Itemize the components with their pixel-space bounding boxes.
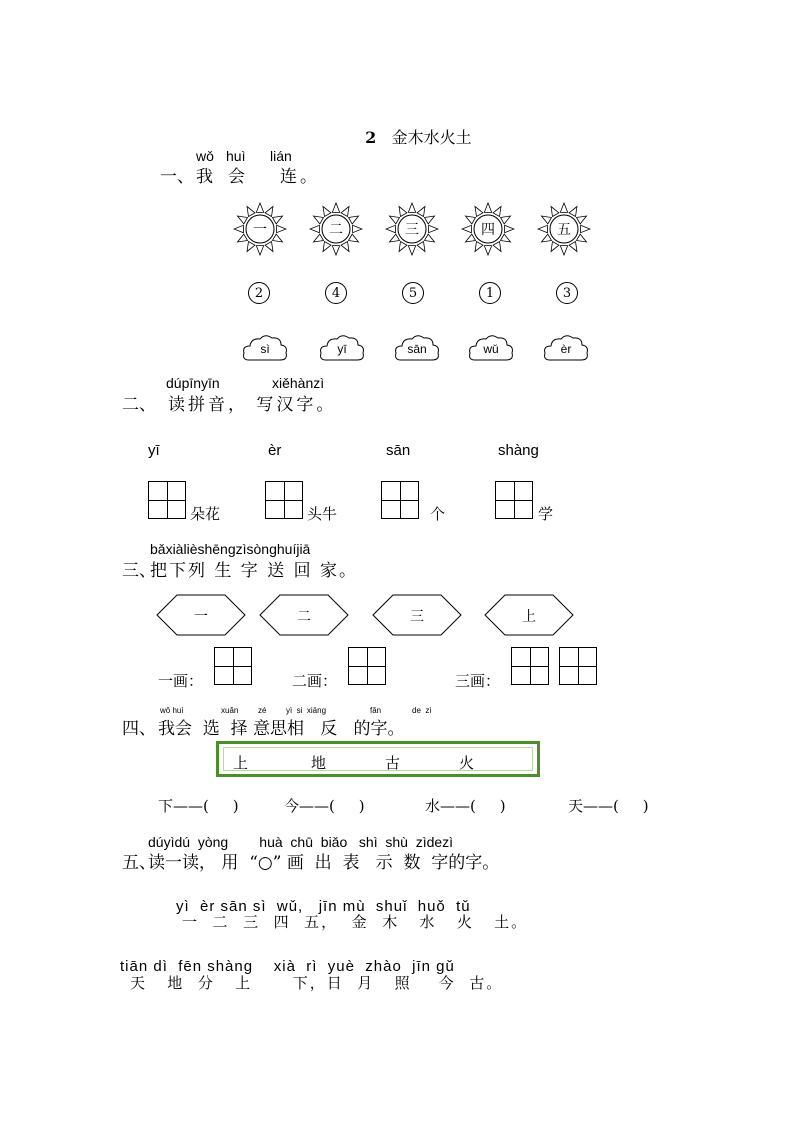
writing-grid[interactable]	[214, 647, 252, 685]
sun-label: 三	[405, 222, 419, 238]
cloud-shape	[393, 332, 441, 366]
hexagon-shape	[156, 594, 242, 636]
s3-pinyin: bǎxiàlièshēngzìsònghuíjiā	[150, 541, 311, 557]
s4-instruction: 我会 选 择 意思相 反 的字。	[158, 719, 405, 739]
s2-item-word: 个	[430, 505, 446, 523]
s4-pinyin-5: fǎn	[370, 706, 382, 715]
s1-char-3: 连	[280, 167, 297, 187]
lesson-number: 2	[365, 128, 377, 147]
s1-number: 一、	[160, 167, 194, 187]
cloud-shape	[467, 332, 515, 366]
sun-shape	[385, 202, 439, 256]
hexagon-label: 二	[297, 609, 311, 625]
reading-line-1-pinyin: yì èr sān sì wǔ, jīn mù shuǐ huǒ tǔ	[176, 898, 471, 915]
hexagon-shape	[259, 594, 345, 636]
s3-instruction: 把下列 生 字 送 回 家。	[150, 561, 359, 581]
writing-grid[interactable]	[559, 647, 597, 685]
s2-number: 二、	[122, 395, 156, 415]
s1-pinyin-2: huì	[226, 148, 246, 164]
writing-grid[interactable]	[495, 481, 533, 519]
s2-instruction: 读拼音， 写汉字。	[168, 395, 337, 415]
s1-end: 。	[300, 167, 317, 187]
cloud-pinyin: sì	[260, 342, 270, 356]
reading-line-1-chars: 一 二 三 四 五， 金 木 水 火 土。	[182, 913, 529, 931]
s2-item-pinyin: shàng	[498, 442, 539, 459]
sun-label: 一	[253, 222, 267, 238]
s5-instruction: 读一读， 用 “○” 画 出 表 示 数 字的字。	[148, 853, 500, 873]
s2-pinyin-1: dúpīnyīn	[166, 375, 220, 391]
opposite-pair-4: 天——( )	[568, 797, 649, 815]
stroke-label-3: 三画：	[455, 672, 501, 690]
cloud-shape	[318, 332, 366, 366]
sun-label: 五	[557, 222, 571, 238]
opposite-pair-3: 水——( )	[425, 797, 506, 815]
s2-item-pinyin: sān	[386, 442, 411, 459]
cloud-shape	[241, 332, 289, 366]
sun-label: 四	[481, 222, 495, 238]
cloud-pinyin: yī	[337, 342, 347, 356]
s4-pinyin-3: zé	[258, 706, 267, 715]
page-title	[355, 106, 472, 148]
s2-item-word: 学	[538, 505, 554, 523]
sun-shape	[461, 202, 515, 256]
cloud-shape	[542, 332, 590, 366]
sun-label: 二	[329, 222, 343, 238]
writing-grid[interactable]	[381, 481, 419, 519]
number-circle: 5	[402, 282, 424, 304]
hexagon-shape	[372, 594, 458, 636]
s2-item-pinyin: èr	[268, 442, 282, 459]
hexagon-label: 三	[410, 609, 424, 625]
cloud-pinyin: wǔ	[483, 342, 499, 356]
s1-pinyin-1: wǒ	[196, 148, 214, 164]
writing-grid[interactable]	[148, 481, 186, 519]
stroke-label-1: 一画：	[158, 672, 204, 690]
s4-pinyin-2: xuǎn	[221, 706, 239, 715]
hexagon-label: 上	[522, 609, 536, 625]
number-circle: 2	[248, 282, 270, 304]
cloud-pinyin: sān	[407, 342, 427, 356]
word-bank-item: 古	[385, 754, 401, 772]
s3-number: 三、	[122, 561, 156, 581]
lesson-title: 金木水火土	[391, 128, 472, 147]
s5-number: 五、	[122, 853, 156, 873]
s2-item-pinyin: yī	[148, 442, 160, 459]
s2-item-word: 头牛	[307, 505, 338, 523]
number-circle: 1	[479, 282, 501, 304]
word-bank-box	[216, 741, 540, 777]
word-bank-item: 地	[311, 754, 327, 772]
number-circle: 4	[325, 282, 347, 304]
hexagon-shape	[484, 594, 570, 636]
cloud-pinyin: èr	[560, 342, 572, 356]
reading-line-2-chars: 天 地 分 上 下，日 月 照 今 古。	[130, 974, 504, 992]
s5-pinyin: dúyìdú yòng huà chū biǎo shì shù zìdezì	[148, 834, 454, 850]
s1-pinyin-3: lián	[270, 148, 292, 164]
sun-shape	[309, 202, 363, 256]
s1-char-2: 会	[228, 167, 245, 187]
reading-line-2-pinyin: tiān dì fēn shàng xià rì yuè zhào jīn gǔ	[120, 958, 455, 975]
s4-pinyin-6: de zì	[412, 706, 432, 715]
hexagon-label: 一	[194, 609, 208, 625]
writing-grid[interactable]	[265, 481, 303, 519]
writing-grid[interactable]	[348, 647, 386, 685]
word-bank-item: 火	[459, 754, 475, 772]
word-bank-item: 上	[233, 754, 249, 772]
s2-item-word: 朵花	[190, 505, 221, 523]
opposite-pair-2: 今——( )	[284, 797, 365, 815]
writing-grid[interactable]	[511, 647, 549, 685]
opposite-pair-1: 下——( )	[158, 797, 239, 815]
number-circle: 3	[556, 282, 578, 304]
s4-number: 四、	[122, 719, 156, 739]
s4-pinyin-4: yì si xiāng	[286, 706, 327, 715]
sun-shape	[233, 202, 287, 256]
s4-pinyin-1: wǒ huì	[160, 706, 184, 715]
stroke-label-2: 二画：	[292, 672, 338, 690]
s1-char-1: 我	[196, 167, 213, 187]
sun-shape	[537, 202, 591, 256]
s2-pinyin-2: xiěhànzì	[272, 375, 325, 391]
